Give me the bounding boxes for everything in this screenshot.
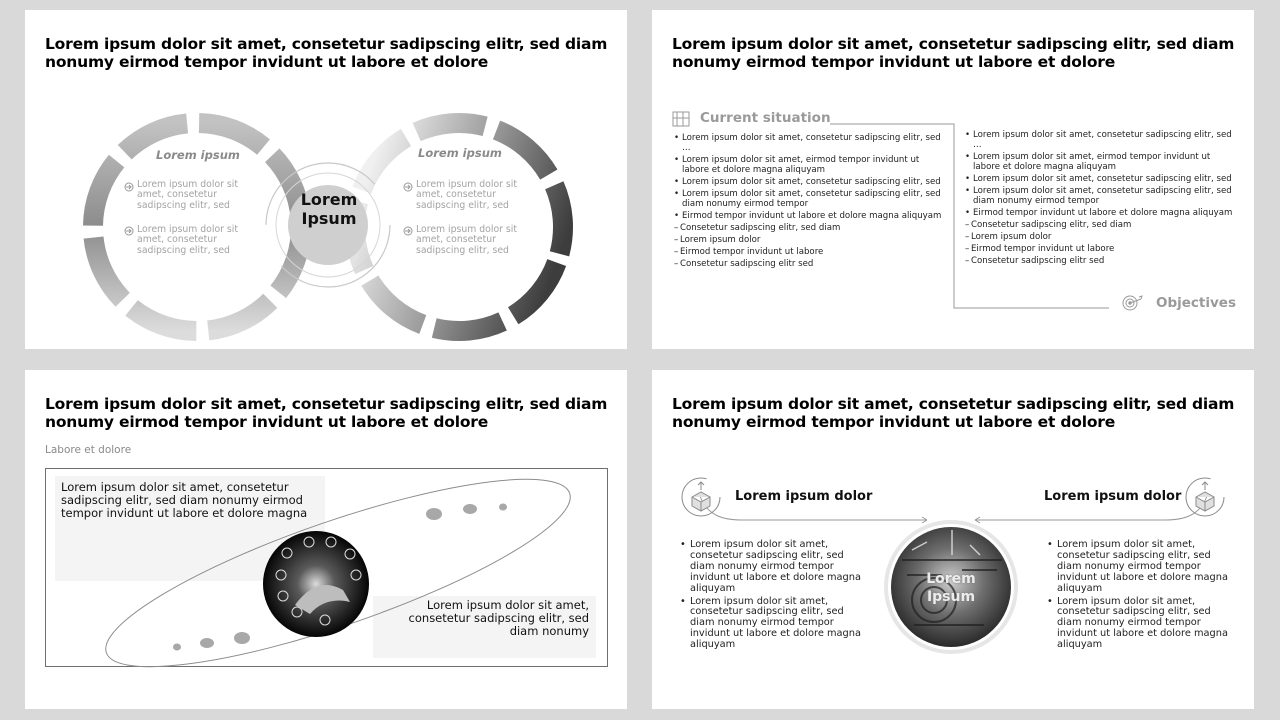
list-item: • Lorem ipsum dolor sit amet, consetetur sadipscing elitr, sed … (674, 133, 942, 153)
slide-title: Lorem ipsum dolor sit amet, consetetur sadipscing elitr, sed diam nonumy eirmod tempor invidunt ut labore et dolore (45, 395, 608, 431)
list-item: • Lorem ipsum dolor sit amet, eirmod tempor invidunt ut labore et dolore magna aliquyam (674, 155, 942, 175)
right-item-2: Lorem ipsum dolor sit amet, consetetur sadipscing elitr, sed (416, 224, 517, 256)
objectives-heading: Objectives (1156, 295, 1236, 311)
slide-4[interactable] (652, 370, 1254, 709)
list-item: • Lorem ipsum dolor sit amet, consetetur sadipscing elitr, sed diam nonumy eirmod tempor invidunt ut labore et dolore magna aliquyam (680, 540, 866, 595)
list-item: • Lorem ipsum dolor sit amet, consetetur sadipscing elitr, sed diam nonumy eirmod tempor (965, 186, 1240, 206)
top-left-text: Lorem ipsum dolor sit amet, consetetur sadipscing elitr, sed diam nonumy eirmod tempor invidunt ut labore et dolore magna (61, 480, 308, 520)
cycle-diagram (25, 10, 627, 349)
list-item: – Consetetur sadipscing elitr, sed diam (674, 223, 942, 233)
left-item-1: Lorem ipsum dolor sit amet, consetetur sadipscing elitr, sed (137, 179, 238, 211)
list-item: • Lorem ipsum dolor sit amet, consetetur sadipscing elitr, sed … (965, 130, 1240, 150)
list-item: – Eirmod tempor invidunt ut labore (965, 244, 1240, 254)
list-item: – Consetetur sadipscing elitr, sed diam (965, 220, 1240, 230)
left-heading: Lorem ipsum dolor (735, 489, 873, 504)
factory-icon (673, 112, 689, 126)
current-situation-heading: Current situation (700, 110, 831, 126)
list-item: • Lorem ipsum dolor sit amet, consetetur sadipscing elitr, sed diam nonumy eirmod tempor invidunt ut labore et dolore magna aliquyam (680, 597, 866, 652)
center-label: Lorem Ipsum (300, 190, 358, 228)
list-item: • Lorem ipsum dolor sit amet, consetetur sadipscing elitr, sed diam nonumy eirmod tempor invidunt ut labore et dolore magna aliquyam (1047, 540, 1233, 595)
center-label: Lorem Ipsum (926, 571, 976, 605)
list-item: • Lorem ipsum dolor sit amet, eirmod tempor invidunt ut labore et dolore magna aliquyam (965, 152, 1240, 172)
right-list (1047, 540, 1233, 653)
subtitle: Labore et dolore (45, 444, 132, 456)
list-item: • Lorem ipsum dolor sit amet, consetetur sadipscing elitr, sed (965, 174, 1240, 184)
list-item: – Lorem ipsum dolor (674, 235, 942, 245)
target-icon (1123, 296, 1142, 310)
list-item: • Lorem ipsum dolor sit amet, consetetur sadipscing elitr, sed (674, 177, 942, 187)
objectives-list (965, 130, 1240, 268)
right-heading: Lorem ipsum (418, 146, 502, 160)
slide-3[interactable] (25, 370, 627, 709)
list-item: • Lorem ipsum dolor sit amet, consetetur sadipscing elitr, sed diam nonumy eirmod tempor (674, 189, 942, 209)
slide-title: Lorem ipsum dolor sit amet, consetetur sadipscing elitr, sed diam nonumy eirmod tempor invidunt ut labore et dolore (45, 35, 608, 71)
list-item: • Eirmod tempor invidunt ut labore et dolore magna aliquyam (965, 208, 1240, 218)
bottom-right-text: Lorem ipsum dolor sit amet, consetetur sadipscing elitr, sed diam nonumy (408, 598, 589, 638)
slide-2[interactable] (652, 10, 1254, 349)
list-item: – Consetetur sadipscing elitr sed (965, 256, 1240, 266)
list-item: • Lorem ipsum dolor sit amet, consetetur sadipscing elitr, sed diam nonumy eirmod tempor invidunt ut labore et dolore magna aliquyam (1047, 597, 1233, 652)
left-list (680, 540, 866, 653)
left-item-2: Lorem ipsum dolor sit amet, consetetur sadipscing elitr, sed (137, 224, 238, 256)
slide-1[interactable] (25, 10, 627, 349)
right-item-1: Lorem ipsum dolor sit amet, consetetur sadipscing elitr, sed (416, 179, 517, 211)
left-heading: Lorem ipsum (156, 148, 240, 162)
list-item: – Eirmod tempor invidunt ut labore (674, 247, 942, 257)
current-situation-list (674, 133, 942, 271)
right-heading: Lorem ipsum dolor (1044, 489, 1182, 504)
list-item: • Eirmod tempor invidunt ut labore et dolore magna aliquyam (674, 211, 942, 221)
technology-hand-icon (263, 531, 369, 637)
slide-title: Lorem ipsum dolor sit amet, consetetur sadipscing elitr, sed diam nonumy eirmod tempor invidunt ut labore et dolore (672, 395, 1235, 431)
slide-title: Lorem ipsum dolor sit amet, consetetur sadipscing elitr, sed diam nonumy eirmod tempor invidunt ut labore et dolore (672, 35, 1235, 71)
list-item: – Consetetur sadipscing elitr sed (674, 259, 942, 269)
list-item: – Lorem ipsum dolor (965, 232, 1240, 242)
